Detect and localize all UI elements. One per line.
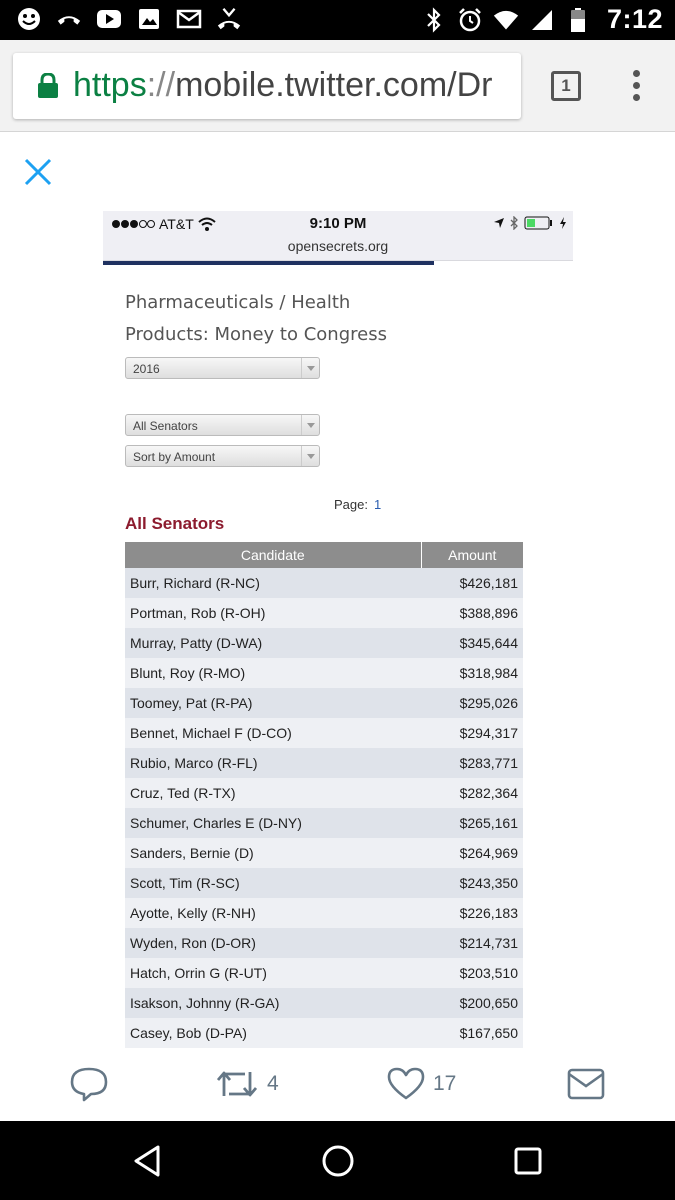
overflow-menu-icon[interactable]	[630, 70, 642, 104]
ios-right-icons	[493, 216, 567, 230]
year-select-value: 2016	[133, 362, 160, 376]
table-row[interactable]	[125, 748, 523, 778]
sort-select[interactable]	[125, 445, 320, 467]
candidate-name[interactable]: Bennet, Michael F (D-CO)	[125, 718, 421, 748]
candidate-name[interactable]: Scott, Tim (R-SC)	[125, 868, 421, 898]
table-row[interactable]	[125, 808, 523, 838]
call-end-icon	[56, 6, 82, 32]
android-status-bar	[0, 0, 675, 40]
table-row[interactable]	[125, 568, 523, 598]
table-row[interactable]	[125, 988, 523, 1018]
like-button[interactable]	[387, 1066, 456, 1102]
table-row[interactable]	[125, 718, 523, 748]
page-title: Pharmaceuticals / Health Products: Money to Congress	[125, 292, 387, 345]
table-row[interactable]	[125, 928, 523, 958]
tweet-action-bar	[0, 1048, 675, 1121]
candidate-amount: $318,984	[421, 658, 523, 688]
candidate-amount: $203,510	[421, 958, 523, 988]
recent-apps-icon[interactable]	[508, 1141, 548, 1181]
ios-status-bar	[103, 211, 573, 261]
candidate-name[interactable]: Toomey, Pat (R-PA)	[125, 688, 421, 718]
alarm-icon	[457, 7, 483, 33]
candidate-name[interactable]: Schumer, Charles E (D-NY)	[125, 808, 421, 838]
table-row[interactable]	[125, 838, 523, 868]
pager-page-1[interactable]: 1	[373, 497, 382, 512]
candidate-amount: $243,350	[421, 868, 523, 898]
back-icon[interactable]	[128, 1141, 168, 1181]
candidate-amount: $295,026	[421, 688, 523, 718]
like-count: 17	[433, 1072, 457, 1095]
candidate-name[interactable]: Blunt, Roy (R-MO)	[125, 658, 421, 688]
ios-bluetooth-icon	[510, 216, 519, 230]
table-body	[125, 568, 523, 1048]
ios-time: 9:10 PM	[309, 215, 367, 232]
candidate-name[interactable]: Isakson, Johnny (R-GA)	[125, 988, 421, 1018]
clock-time: 7:12	[606, 4, 663, 34]
close-icon[interactable]	[22, 156, 54, 188]
table-row[interactable]	[125, 598, 523, 628]
senators-table	[125, 542, 523, 1048]
candidate-name[interactable]: Ayotte, Kelly (R-NH)	[125, 898, 421, 928]
chamber-select[interactable]	[125, 414, 320, 436]
table-row[interactable]	[125, 628, 523, 658]
table-row[interactable]	[125, 688, 523, 718]
signal-icon	[529, 7, 555, 33]
candidate-amount: $426,181	[421, 568, 523, 598]
ios-carrier-name: AT&T	[159, 216, 194, 232]
page-load-progress	[103, 261, 434, 265]
charging-bolt-icon	[559, 216, 567, 230]
ios-battery-icon	[524, 216, 554, 230]
android-nav-bar	[0, 1121, 675, 1200]
tab-switcher-button[interactable]: 1	[551, 71, 581, 101]
url-text[interactable]	[73, 66, 492, 105]
browser-toolbar	[0, 40, 675, 132]
url-separator: ://	[146, 66, 176, 104]
candidate-name[interactable]: Wyden, Ron (D-OR)	[125, 928, 421, 958]
candidate-amount: $264,969	[421, 838, 523, 868]
chevron-down-icon	[301, 358, 319, 378]
battery-icon	[565, 7, 591, 33]
candidate-name[interactable]: Cruz, Ted (R-TX)	[125, 778, 421, 808]
candidate-name[interactable]: Rubio, Marco (R-FL)	[125, 748, 421, 778]
pagination	[334, 497, 381, 512]
ios-domain: opensecrets.org	[287, 238, 389, 254]
image-icon	[136, 6, 162, 32]
candidate-name[interactable]: Burr, Richard (R-NC)	[125, 568, 421, 598]
envelope-icon	[567, 1068, 605, 1100]
lock-icon	[37, 73, 59, 104]
heart-icon	[387, 1067, 425, 1101]
mail-icon	[176, 6, 202, 32]
chevron-down-icon	[301, 446, 319, 466]
pager-label: Page:	[334, 497, 368, 512]
candidate-name[interactable]: Murray, Patty (D-WA)	[125, 628, 421, 658]
retweet-button[interactable]	[215, 1066, 279, 1102]
youtube-icon	[96, 6, 122, 32]
table-row[interactable]	[125, 898, 523, 928]
candidate-amount: $388,896	[421, 598, 523, 628]
reply-icon	[70, 1066, 108, 1102]
url-scheme: https	[73, 66, 147, 104]
candidate-amount: $214,731	[421, 928, 523, 958]
candidate-name[interactable]: Sanders, Bernie (D)	[125, 838, 421, 868]
wifi-icon	[493, 7, 519, 33]
column-header-amount[interactable]: Amount	[421, 542, 523, 568]
table-row[interactable]	[125, 868, 523, 898]
chevron-down-icon	[301, 415, 319, 435]
sort-select-value: Sort by Amount	[133, 450, 216, 464]
candidate-amount: $283,771	[421, 748, 523, 778]
bluetooth-icon	[421, 7, 447, 33]
reply-button[interactable]	[70, 1066, 108, 1102]
candidate-amount: $167,650	[421, 1018, 523, 1048]
url-host-path: mobile.twitter.com/Dr	[175, 66, 493, 104]
retweet-count: 4	[267, 1072, 279, 1095]
table-row[interactable]	[125, 958, 523, 988]
candidate-amount: $282,364	[421, 778, 523, 808]
year-select[interactable]	[125, 357, 320, 379]
home-icon[interactable]	[318, 1141, 358, 1181]
column-header-candidate[interactable]: Candidate	[125, 542, 421, 568]
candidate-amount: $345,644	[421, 628, 523, 658]
candidate-name[interactable]: Hatch, Orrin G (R-UT)	[125, 958, 421, 988]
candidate-amount: $265,161	[421, 808, 523, 838]
candidate-name[interactable]: Portman, Rob (R-OH)	[125, 598, 421, 628]
candidate-amount: $294,317	[421, 718, 523, 748]
table-row[interactable]	[125, 778, 523, 808]
candidate-name[interactable]: Casey, Bob (D-PA)	[125, 1018, 421, 1048]
smiley-icon	[16, 6, 42, 32]
candidate-amount: $200,650	[421, 988, 523, 1018]
address-bar[interactable]	[13, 53, 521, 119]
direct-message-button[interactable]	[567, 1066, 605, 1102]
chamber-select-value: All Senators	[133, 419, 198, 433]
location-arrow-icon	[493, 217, 505, 229]
table-row[interactable]	[125, 658, 523, 688]
candidate-amount: $226,183	[421, 898, 523, 928]
table-row[interactable]	[125, 1018, 523, 1048]
section-title: All Senators	[125, 514, 225, 533]
retweet-icon	[215, 1066, 259, 1102]
missed-call-icon	[216, 6, 242, 32]
tweet-media-image[interactable]	[103, 211, 573, 1049]
